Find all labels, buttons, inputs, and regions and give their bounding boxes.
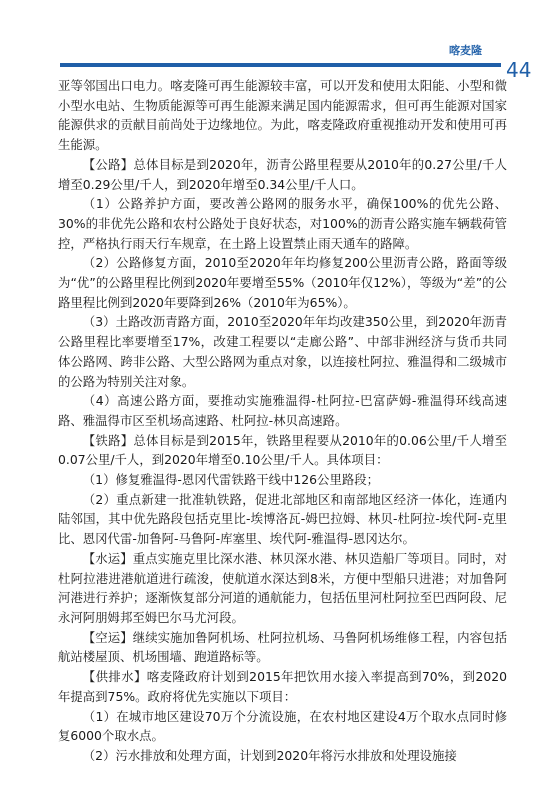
header-rule [60,63,501,67]
paragraph-water-transport: 【水运】重点实施克里比深水港、林贝深水港、林贝造船厂等项目。同时，对杜阿拉港进港航道进行疏浚，使航道水深达到8米，方便中型船只进港；对加鲁阿河港进行养护；逐渐恢复部分河道的通航能力，包括伍里河杜阿拉至巴西阿段、尼永河阿朋姆邦至姆巴尔马尤河段。 [58,550,507,625]
chapter-title: 喀麦隆 [449,44,482,57]
paragraph-electricity-renewables: 亚等邻国出口电力。喀麦隆可再生能源较丰富，可以开发和使用太阳能、小型和微小型水电站、生物质能源等可再生能源来满足国内能源需求，但可再生能源对国家能源供求的贡献目前尚处于边缘地位。为此，喀麦隆政府重视推动开发和使用可再生能源。 [58,78,507,153]
paragraph-roads-paving: （3）土路改沥青路方面，2010至2020年年均改建350公里，到2020年沥青公路里程比率要增至17%，改建工程要以“走廊公路”、中部非洲经济与货币共同体公路网、跨非公路、大型公路网为重点对象，以连接杜阿拉、雅温得和二级城市的公路为特别关注对象。 [58,314,507,389]
paragraph-roads-maintenance: （1）公路养护方面，要改善公路网的服务水平，确保100%的优先公路、30%的非优先公路和农村公路处于良好状态，对100%的沥青公路实施车辆载荷管控，严格执行雨天行车规章，在土路上设置禁止雨天通车的路障。 [58,196,507,251]
paragraph-water-supply-item-2: （2）污水排放和处理方面，计划到2020年将污水排放和处理设施接 [82,747,457,763]
page-number: 44 [506,58,532,82]
paragraph-rail-repair: （1）修复雅温得-恩冈代雷铁路干线中126公里路段； [82,472,380,488]
paragraph-highways: （4）高速公路方面，要推动实施雅温得-杜阿拉-巴富萨姆-雅温得环线高速路、雅温得市区至机场高速路、杜阿拉-林贝高速路。 [58,393,507,428]
paragraph-air-transport: 【空运】继续实施加鲁阿机场、杜阿拉机场、马鲁阿机场维修工程，内容包括航站楼屋顶、机场围墙、跑道路标等。 [58,629,507,665]
paragraph-water-supply: 【供排水】喀麦隆政府计划到2015年把饮用水接入率提高到70%，到2020年提高到75%。政府将优先实施以下项目： [58,669,507,704]
paragraph-roads-overview: 【公路】总体目标是到2020年，沥青公路里程要从2010年的0.27公里/千人增至0.29公里/千人，到2020年增至0.34公里/千人口。 [58,156,507,192]
paragraph-rail-new-lines: （2）重点新建一批准轨铁路，促进北部地区和南部地区经济一体化，连通内陆邻国，其中优先路段包括克里比-埃博洛瓦-姆巴拉姆、林贝-杜阿拉-埃代阿-克里比、恩冈代雷-加鲁阿-马鲁阿-库塞里、埃代阿-雅温得-恩冈达尔。 [58,491,507,547]
body-text [58,76,507,766]
paragraph-roads-repair: （2）公路修复方面，2010至2020年年均修复200公里沥青公路，路面等级为“优”的公路里程比例到2020年要增至55%（2010年仅12%），等级为“差”的公路里程比例到2020年要降到26%（2010年为65%）。 [58,255,507,310]
paragraph-water-supply-item-1: （1）在城市地区建设70万个分流设施，在农村地区建设4万个取水点同时修复6000个取水点。 [58,708,507,744]
paragraph-rail-overview: 【铁路】总体目标是到2015年，铁路里程要从2010年的0.06公里/千人增至0.07公里/千人，到2020年增至0.10公里/千人。具体项目： [58,432,507,468]
